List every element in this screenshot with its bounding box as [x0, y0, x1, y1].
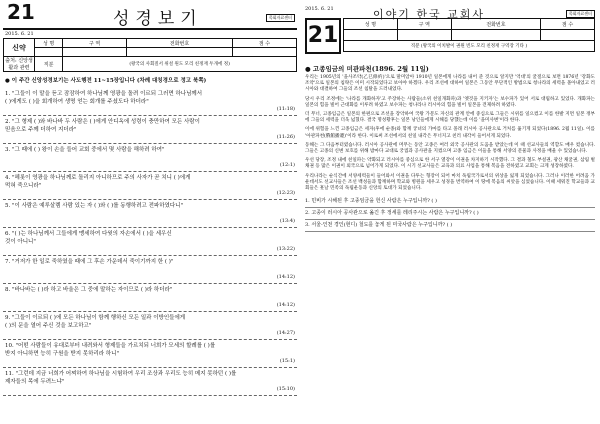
quiz-question [3, 172, 297, 200]
verse-note: (왕국의 사회질서 위설 원도 모리 친정재 두개에 정) [63, 57, 297, 72]
col-phone: 전화번호 [127, 39, 233, 48]
quiz-question [3, 368, 297, 396]
question-text: 5. "이 사람은 예루살렘 사람 있는 자 ( )와 ( )를 동행하려고 전파하였다니" [5, 203, 184, 209]
question-text: 4. "헤롯이 영광을 하나님께로 돌리지 아니하므로 주의 사자가 곧 치니 ( )에게 [5, 175, 191, 181]
question-text-cont: 것이 아니니" [5, 239, 36, 245]
article-paragraph: 우리는 1905년의 '을사조약(乙巳條約)'으로 말미암아 1910년 일본에게 나라를 내어 준 것으로 알지만 '억대'의 굴절으로 보면 1876년 '강화도 조약'으로 일본의 침략은 이미 시작되었다고 보아야 하겠다. 우리 조선에 대하여 일본은 그동안 무단적인 방법으로 청나라의 세력을 몰아내었고 러시아와 대결하여 그들의 조선 침탈을 드러내었다. [305, 75, 595, 93]
bible-quiz-panel [3, 0, 297, 424]
review-question[interactable]: 2. 고종이 러시아 공사관으로 옮긴 후 정세를 레리주시는 사람은 누구입니까? ( ) [305, 208, 595, 220]
question-text-cont: 먹혀 죽으니라" [5, 183, 42, 189]
instruction-text: ● 이 주간 신앙성경보기는 사도행전 11~15장입니다 (차례 대칭경으로 정고 북쪽) [5, 78, 207, 84]
date-label: 2015. 6. 21 [5, 31, 34, 37]
left-header [3, 0, 297, 30]
right-issue-number: 21 [305, 18, 341, 54]
col-score: 점 수 [233, 39, 297, 48]
question-text: 6. "( )는 하나님께서 그들에게 맹세하여 다윗의 자손에서 ( )을 세우신 [5, 231, 172, 237]
quiz-question [3, 256, 297, 284]
right-info-table [343, 18, 595, 52]
verse-reference: (13:4) [279, 218, 295, 224]
page-title: 성경보기 [113, 9, 203, 29]
right-date: 2015. 6. 21 [305, 6, 334, 12]
verse-reference: (11:18) [276, 106, 295, 112]
right-publisher: 목회자료센터 [566, 10, 595, 18]
quiz-question [3, 228, 297, 256]
verse-reference: (11:26) [276, 134, 295, 140]
r-name-field[interactable] [344, 30, 398, 41]
question-text: 2. "그 형제 ( )와 바나바 두 사람은 ( )에게 안디옥에 성령이 충만하여 모든 사람이 [5, 119, 200, 125]
col-district: 구 역 [63, 39, 127, 48]
verse-reference: (14:27) [276, 330, 295, 336]
r-phone-field[interactable] [451, 30, 540, 41]
question-text: 11. "그런데 지금 너희가 어찌하여 하나님을 시험하여 우리 조상과 우리도 능히 메지 못하던 ( )를 [5, 371, 237, 377]
district-field[interactable] [63, 48, 127, 57]
name-field[interactable] [35, 48, 63, 57]
verse-reference: (14:12) [276, 302, 295, 308]
verse-reference: (13:22) [276, 246, 295, 252]
question-text-cont: 받지 아니하면 능히 구원을 받지 못하리라 하니" [5, 351, 119, 357]
verse-header: 직분 [35, 57, 63, 72]
r-col-name: 성 명 [344, 19, 398, 30]
quiz-question [3, 144, 297, 172]
question-text: 3. "그 때에 ( ) 왕이 손을 들어 교회 중에서 몇 사람을 해하려 하여" [5, 147, 165, 153]
article-paragraph: 이에 위험을 느낀 고종임금은 세자(후에 순종)와 함께 궁녀의 가마를 타고 몰래 러시아 공사관으로 거처를 옮기게 되었다(1896. 2월 11일). 이를 '아관파천(俄館播遷)'이라 한다. 이로써 조선에서의 친일 내각은 무너지고 친러 내각이 들어서게 되었다. [305, 127, 595, 139]
quiz-question [3, 312, 297, 340]
verse-reference: (12:1) [279, 162, 295, 168]
article-heading: ● 고종임금의 미관파천(1896. 2월 11일) [305, 65, 429, 73]
question-text: 8. "바나바는 ( )라 하고 바울은 그 중에 말하는 자이므로 ( )라 하더라" [5, 287, 173, 293]
question-text-cont: ( )에게도 ( )을 회개하여 생명 얻는 회개를 주셨도다 하더라" [5, 99, 149, 105]
question-text: 7. "거저가 한 일로 죽하였을 때에 그 후손 가운데서 죽이기까지 한 ( )" [5, 259, 174, 265]
quiz-question [3, 284, 297, 312]
article-body [303, 75, 597, 192]
r-col-score: 점 수 [541, 19, 595, 30]
verse-reference: (15:1) [279, 358, 295, 364]
church-history-panel [303, 0, 597, 424]
r-district-field[interactable] [397, 30, 451, 41]
right-title: 이야기 한국 교회사 [373, 8, 486, 21]
left-meta [3, 30, 297, 38]
question-list [3, 88, 297, 396]
publisher-badge: 목회자료센터 [266, 14, 295, 22]
article-paragraph: 동해는 그 다음부터였습니다. 러시아 공사관에 머무는 동안 고종은 여러 외국 공사관의 도움을 받았는데 이 때 선교사들의 역할도 매우 컸습니다. 그들은 고종의 신변 보호를 위해 밤마다 교대로 궁궐과 공사관을 지켰으며 고종 임금은 이들을 통해 서양의 문물과 사정을 배울 수 있었습니다. [305, 142, 595, 155]
question-text: 1. "그들이 이 말을 듣고 잠잠하여 하나님께 영광을 돌려 이르되 그러면 하나님께서 [5, 91, 203, 97]
r-subnote: 직분 (왕국의 이치발이 권원 빈도 모리 친정재 구역장 기타 ) [344, 41, 595, 52]
question-text-cont: ( )의 문을 열어 주신 것을 보고하고" [5, 323, 92, 329]
question-text: 10. "어떤 사람들이 유대로부터 내려와서 형제들을 가르치되 너희가 모세의 할례를 ( )를 [5, 343, 216, 349]
verse-reference: (14:12) [276, 274, 295, 280]
col-name: 성 명 [35, 39, 63, 48]
r-score-field[interactable] [541, 30, 595, 41]
section-label: 신약 [4, 39, 35, 57]
review-questions [305, 196, 595, 232]
quiz-question [3, 200, 297, 228]
article-paragraph: 당시 우리 조정에는 '나라를 개화하자'고 주장하는 사람들(소위 친일개화파)과 '옛것을 지키자'는 보수파가 있어 서로 대립하고 있었다. 개화파는 일본의 힘을 빌어 근대화를 이루려 하였고 보수파는 청나라나 러시아의 힘을 빌어 일본을 견제하려 하였다. [305, 96, 595, 108]
question-text-cont: 믿음으로 주께 더하여 지더라" [5, 127, 77, 133]
quiz-question [3, 116, 297, 144]
phone-field[interactable] [127, 48, 233, 57]
review-question[interactable]: 1. 민비가 시해된 후 고종임금을 헌신 사람은 누구입니까? ( ) [305, 196, 595, 208]
verse-reference: (12:23) [276, 190, 295, 196]
r-col-district: 구 역 [397, 19, 451, 30]
info-table [3, 38, 297, 72]
r-col-phone: 전화번호 [451, 19, 540, 30]
score-field[interactable] [233, 48, 297, 57]
quiz-question [3, 340, 297, 368]
question-text: 9. "그들이 이르되 ( )에 모든 하나님이 함께 행하신 모든 일과 이방인들에게 [5, 315, 186, 321]
article-paragraph: 우선 당장, 조정 내에 친일파는 약화되고 러시아를 중심으로 한 서구 열강이 이권을 차지하기 시작했다. 그 결과 철도 부설권, 광산 채굴권, 삼림 벌채권 등 많은 이권이 외국으로 넘어가게 되었다. 이 시기 선교사들은 교육과 의료 사업을 통해 복음을 전하였고 교회는 크게 성장하였다. [305, 158, 595, 170]
verse-reference: (15:10) [276, 386, 295, 392]
review-question[interactable]: 3. 서울-인천 경인(현디) 철도를 놓게 된 미국사람은 누구입니까? ( ) [305, 220, 595, 232]
question-text-cont: 제자들의 목에 두려느냐" [5, 379, 65, 385]
article-paragraph: 더 무너, 고종임금은 일본의 한편으로 조선을 장악하여 국왕 가문도 자신의 관계 안에 중심으로 그들은 시위를 일으켰고 이를 한발 지면 일본 정부에 그들의 세력을 더욱 넓혔다. 결국 명성황후는 일본 낭인들에게 시해를 당했는데 이를 '을미사변'이라 한다. [305, 112, 595, 124]
article-paragraph: 우리나라는 순식간에 서양세력들이 들어와서 이권을 다투는 형장이 되어 마치 독립국가로서의 위상을 잃게 되었습니다. 그러나 이러한 어려움 가운데서도 선교사들은 조선 백성들과 함께하며 학교와 병원을 세우고 성경을 번역하여 이 땅에 복음의 씨앗을 심었습니다. 이때 세워진 학교들과 교회들은 훗날 민족의 독립운동과 신앙의 토대가 되었습니다. [305, 173, 595, 192]
issue-number: 21 [7, 0, 35, 24]
subject-note: 출처: 신앙생활과 관련 [5, 58, 33, 71]
quiz-question [3, 88, 297, 116]
right-header [303, 0, 597, 62]
